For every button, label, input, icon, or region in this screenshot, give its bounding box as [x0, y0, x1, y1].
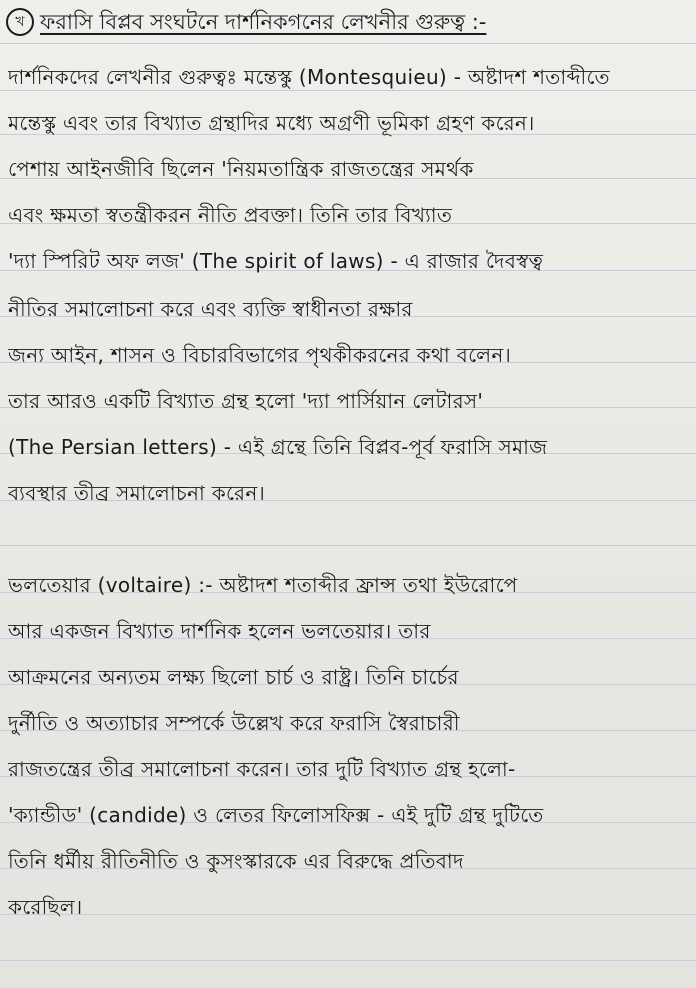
text-line: মন্তেস্কু এবং তার বিখ্যাত গ্রন্থাদির মধ্যে অগ্রণী ভূমিকা গ্রহণ করেন। [8, 111, 535, 135]
text-line: 'ক্যান্ডীড' (candide) ও লেতর ফিলোসফিক্স - এই দুটি গ্রন্থ দুটিতে [8, 803, 544, 827]
text-line: তিনি ধর্মীয় রীতিনীতি ও কুসংস্কারকে এর বিরুদ্ধে প্রতিবাদ [8, 849, 464, 873]
text-line: এবং ক্ষমতা স্বতন্ত্রীকরন নীতি প্রবক্তা। তিনি তার বিখ্যাত [8, 203, 453, 227]
text-line: (The Persian letters) - এই গ্রন্থে তিনি বিপ্লব-পূর্ব ফরাসি সমাজ [8, 435, 548, 459]
text-line: 'দ্যা স্পিরিট অফ লজ' (The spirit of laws) - এ রাজার দৈবস্বত্ব [8, 249, 544, 273]
text-line: রাজতন্ত্রের তীব্র সমালোচনা করেন। তার দুটি বিখ্যাত গ্রন্থ হলো- [8, 757, 516, 781]
text-line: ভলতেয়ার (voltaire) :- অষ্টাদশ শতাব্দীর ফ্রান্স তথা ইউরোপে [8, 573, 518, 597]
text-line: আর একজন বিখ্যাত দার্শনিক হলেন ভলতেয়ার। তার [8, 619, 431, 643]
text-line: জন্য আইন, শাসন ও বিচারবিভাগের পৃথকীকরনের কথা বলেন। [8, 343, 512, 367]
text-line: তার আরও একটি বিখ্যাত গ্রন্থ হলো 'দ্যা পার্সিয়ান লেটারস' [8, 389, 484, 413]
ruled-line [0, 960, 696, 961]
text-line: নীতির সমালোচনা করে এবং ব্যক্তি স্বাধীনতা রক্ষার [8, 297, 413, 321]
question-heading [6, 8, 690, 36]
ruled-line [0, 43, 696, 44]
text-line: দার্শনিকদের লেখনীর গুরুত্বঃ মন্তেস্কু (Montesquieu) - অষ্টাদশ শতাব্দীতে [8, 65, 610, 89]
text-line: দুর্নীতি ও অত্যাচার সম্পর্কে উল্লেখ করে ফরাসি স্বৈরাচারী [8, 711, 460, 735]
text-line: করেছিল। [8, 895, 83, 919]
text-line: আক্রমনের অন্যতম লক্ষ্য ছিলো চার্চ ও রাষ্ট্র। তিনি চার্চের [8, 665, 459, 689]
text-line: পেশায় আইনজীবি ছিলেন 'নিয়মতান্ত্রিক রাজতন্ত্রের সমর্থক [8, 157, 474, 181]
text-line: ব্যবস্থার তীব্র সমালোচনা করেন। [8, 481, 266, 505]
question-number: খ [6, 8, 34, 36]
ruled-line [0, 545, 696, 546]
heading-title: ফরাসি বিপ্লব সংঘটনে দার্শনিকগনের লেখনীর গুরুত্ব :- [40, 10, 487, 34]
